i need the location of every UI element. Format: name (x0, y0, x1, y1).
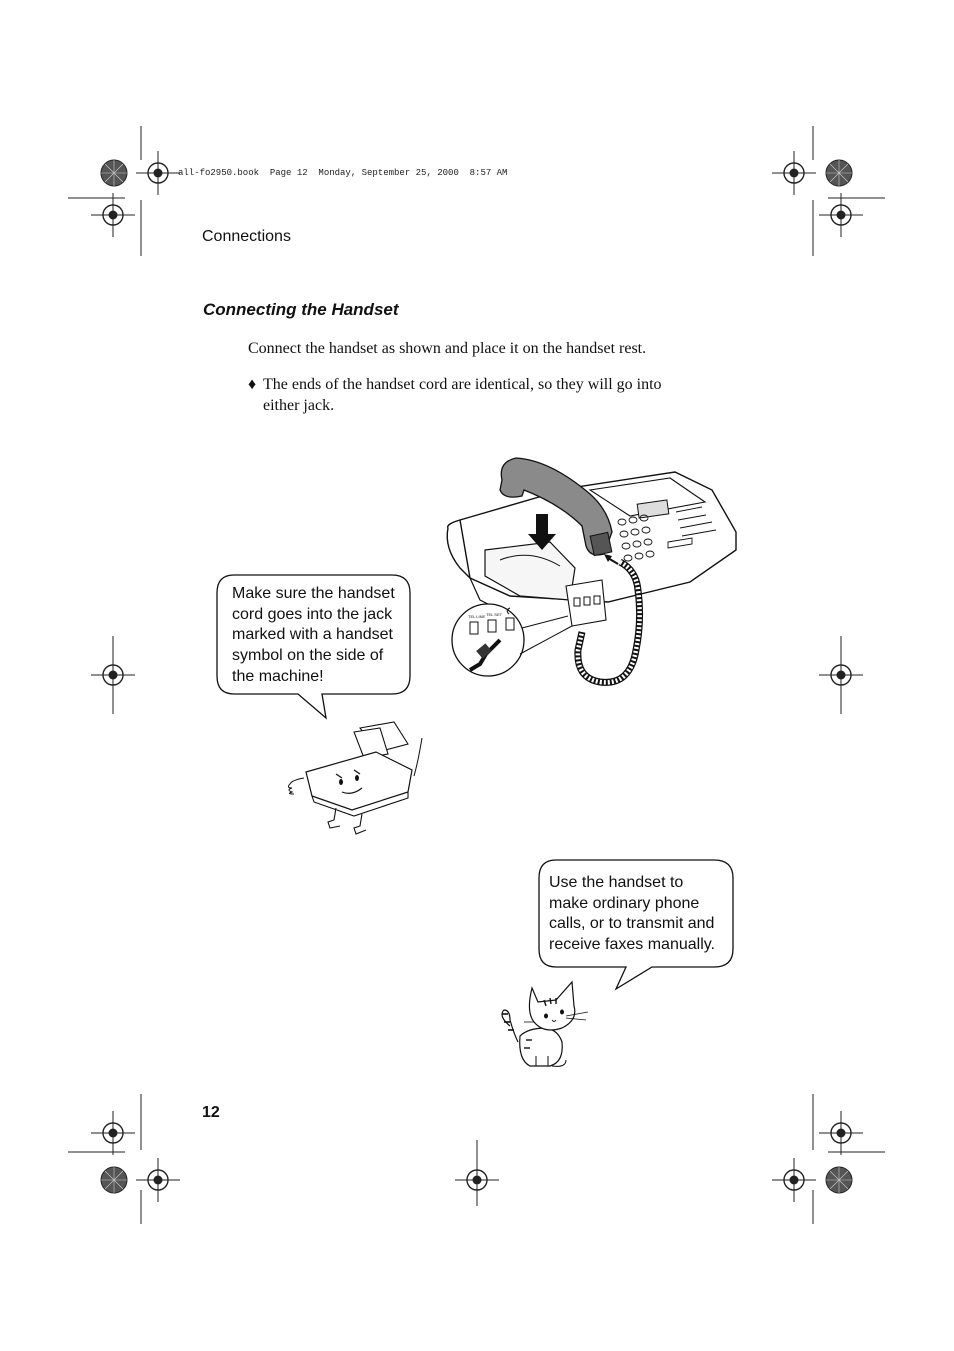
star-target-top-left (101, 160, 127, 186)
cross-target-upper-left (91, 193, 135, 237)
cat-mascot (496, 976, 594, 1072)
callout-2-line-1: Use the handset to (549, 874, 684, 891)
intro-paragraph: Connect the handset as shown and place it on the handset rest. (248, 340, 647, 357)
callout-1-line-3: marked with a handset (232, 626, 393, 644)
cross-target-top-right (772, 151, 816, 195)
callout-1-line-4: symbol on the side of (232, 647, 384, 665)
callout-2-line-3: calls, or to transmit and (549, 915, 715, 933)
section-title: Connecting the Handset (203, 300, 399, 319)
bullet-line-1: The ends of the handset cord are identical, so they will go into (263, 376, 662, 393)
bullet-item (248, 374, 718, 416)
jack-label-tel-line: TEL LINE (468, 614, 486, 619)
callout-text-1 (232, 584, 407, 688)
star-target-top-right (826, 160, 852, 186)
callout-2-line-4: receive faxes manually. (549, 936, 715, 954)
callout-text-2 (549, 873, 729, 956)
jack-label-tel-set: TEL SET (486, 612, 503, 617)
fax-handset-illustration (440, 450, 750, 690)
star-target-bottom-left (101, 1167, 127, 1193)
fax-mascot-character (284, 718, 430, 836)
bullet-line-2: either jack. (263, 397, 335, 414)
cross-target-bottom-right (772, 1158, 816, 1202)
bullet-diamond-icon: ♦ (248, 376, 257, 393)
callout-1-line-5: the machine! (232, 667, 324, 685)
running-head: Connections (202, 228, 291, 245)
cross-target-lower-left (91, 1111, 135, 1155)
cross-target-upper-right (819, 193, 863, 237)
callout-1-line-2: cord goes into the jack (232, 605, 393, 623)
callout-1-line-1: Make sure the handset (232, 585, 395, 602)
cross-target-bottom-left (136, 1158, 180, 1202)
cross-target-top-left (136, 151, 180, 195)
star-target-bottom-right (826, 1167, 852, 1193)
cross-target-lower-right (819, 1111, 863, 1155)
page-number: 12 (202, 1104, 220, 1121)
print-header: all-fo2950.book Page 12 Monday, September 25, 2000 8:57 AM (178, 168, 508, 178)
callout-2-line-2: make ordinary phone (549, 894, 700, 912)
